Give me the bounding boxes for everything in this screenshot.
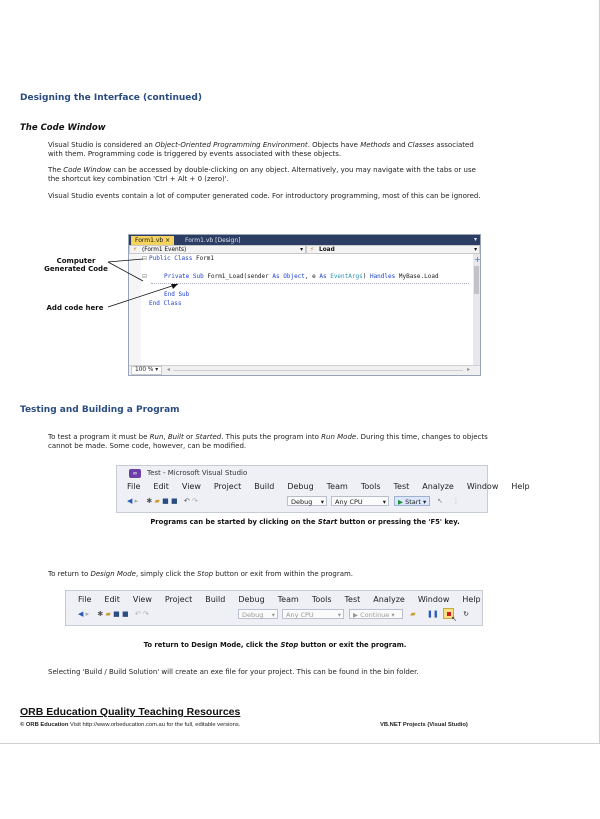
menu-team[interactable]: Team: [326, 482, 348, 491]
close-icon[interactable]: ×: [165, 237, 171, 244]
chevron-down-icon: ▾: [337, 611, 341, 619]
menu-project[interactable]: Project: [213, 482, 242, 491]
toolbar-overflow-icon[interactable]: ⋮: [452, 497, 460, 505]
open-folder-icon[interactable]: ▰: [105, 610, 111, 618]
restart-icon[interactable]: ↻: [463, 610, 469, 618]
paragraph-oop: Visual Studio is considered an Object-Oriented Programming Environment. Objects have Methods and Classes associated with them. Programming code is triggered by events associated with these objects.: [48, 141, 474, 158]
paragraph-design-mode: To return to Design Mode, simply click the Stop button or exit from within the program.: [48, 570, 354, 578]
arrow-line-generated: [108, 259, 143, 262]
menu-project[interactable]: Project: [164, 595, 193, 604]
menu-team[interactable]: Team: [277, 595, 299, 604]
menu-debug[interactable]: Debug: [238, 595, 265, 604]
chevron-down-icon: ▾: [300, 247, 303, 253]
subheading-code-window: The Code Window: [20, 123, 106, 133]
callout-arrows: [0, 0, 600, 400]
footer-copyright: © ORB Education Visit http://www.orbeducation.com.au for the full, editable versions.: [20, 722, 241, 728]
new-project-icon[interactable]: ✱: [146, 497, 153, 505]
platform-select[interactable]: Any CPU ▾: [331, 496, 389, 506]
collapse-icon[interactable]: ⊟: [142, 273, 148, 280]
ide-toolbar: [127, 497, 198, 505]
chevron-down-icon: ▾: [320, 498, 324, 506]
menu-edit[interactable]: Edit: [153, 482, 169, 491]
play-icon: ▶: [398, 498, 403, 506]
arrow-line-generated: [108, 262, 143, 281]
menu-edit[interactable]: Edit: [104, 595, 120, 604]
paragraph-run-mode: To test a program it must be Run, Built or Started. This puts the program into Run Mode. During this time, changes to objects cannot be made. Some code, however, can be modified.: [48, 433, 488, 450]
arrow-head-add: [171, 284, 178, 289]
scroll-right-icon[interactable]: ▸: [467, 367, 470, 373]
platform-select: Any CPU ▾: [282, 609, 344, 619]
open-folder-icon[interactable]: ▰: [154, 497, 160, 505]
ide-menubar: [78, 595, 483, 604]
footer-series: VB.NET Projects (Visual Studio): [380, 722, 468, 728]
redo-icon[interactable]: ↷: [142, 610, 149, 618]
caption-stop: To return to Design Mode, click the Stop button or exit the program.: [143, 641, 407, 649]
callout-add-code: Add code here: [46, 304, 104, 312]
chevron-down-icon: ▾: [271, 611, 275, 619]
paragraph-build-solution: Selecting 'Build / Build Solution' will create an exe file for your project. This can be found in the bin folder.: [48, 668, 419, 676]
play-icon: ▶: [353, 611, 358, 619]
menu-window[interactable]: Window: [466, 482, 499, 491]
menu-window[interactable]: Window: [417, 595, 450, 604]
tab-form1-vb[interactable]: Form1.vb ×: [131, 236, 174, 245]
arrow-line-add: [108, 284, 178, 307]
scroll-left-icon[interactable]: ◂: [167, 367, 170, 373]
menu-analyze[interactable]: Analyze: [422, 482, 454, 491]
ide-toolbar-screenshot-stop: [65, 590, 483, 626]
menu-build[interactable]: Build: [254, 482, 275, 491]
event-bolt-icon: ⚡: [133, 247, 138, 253]
find-icon[interactable]: ▰: [410, 610, 416, 618]
forward-icon[interactable]: ▸: [85, 610, 90, 618]
undo-icon[interactable]: ↶: [134, 610, 141, 618]
event-dropdown[interactable]: ⚡ Load ▾: [306, 245, 480, 254]
ide-window-title: Test - Microsoft Visual Studio: [147, 469, 248, 477]
object-dropdown[interactable]: ⚡ (Form1 Events) ▾: [129, 245, 306, 254]
menu-tools[interactable]: Tools: [311, 595, 332, 604]
save-all-icon[interactable]: ■: [170, 497, 178, 505]
ide-menubar: [127, 482, 543, 491]
menu-help[interactable]: Help: [511, 482, 530, 491]
paragraph-code-window-access: The Code Window can be accessed by double-clicking on any object. Alternatively, you may navigate with the tabs or use the shortcut key combination 'Ctrl + Alt + 0 (zero)'.: [48, 166, 476, 183]
code-line-sub[interactable]: Private Sub Form1_Load(sender As Object, e As EventArgs) Handles MyBase.Load: [164, 273, 439, 280]
config-select[interactable]: Debug ▾: [287, 496, 327, 506]
event-bolt-icon: ⚡: [310, 247, 315, 253]
footer-title: ORB Education Quality Teaching Resources: [20, 706, 241, 718]
menu-test[interactable]: Test: [393, 482, 410, 491]
tab-form1-design[interactable]: Form1.vb [Design]: [185, 237, 241, 244]
continue-button: ▶ Continue ▾: [349, 609, 403, 619]
cursor-icon: ↖: [437, 497, 443, 505]
save-all-icon[interactable]: ■: [121, 610, 129, 618]
code-line-class[interactable]: Public Class Form1: [149, 255, 215, 262]
menu-file[interactable]: File: [78, 595, 92, 604]
tab-overflow-icon[interactable]: ▾: [473, 236, 477, 243]
zoom-select[interactable]: 100 % ▾: [131, 366, 162, 375]
paragraph-generated-code: Visual Studio events contain a lot of computer generated code. For introductory programming, most of this can be ignored.: [48, 192, 481, 200]
save-icon[interactable]: ■: [113, 610, 120, 618]
code-line-end-sub[interactable]: End Sub: [164, 291, 190, 298]
back-icon[interactable]: ◀: [127, 497, 133, 505]
menu-test[interactable]: Test: [344, 595, 361, 604]
menu-view[interactable]: View: [132, 595, 152, 604]
code-line-end-class[interactable]: End Class: [149, 300, 182, 307]
menu-tools[interactable]: Tools: [360, 482, 381, 491]
section-heading-designing: Designing the Interface (continued): [20, 93, 202, 103]
cursor-icon: ↖: [451, 615, 457, 623]
chevron-down-icon: ▾: [474, 247, 477, 253]
new-project-icon[interactable]: ✱: [97, 610, 104, 618]
config-select: Debug ▾: [238, 609, 278, 619]
back-icon[interactable]: ◀: [78, 610, 84, 618]
ide-toolbar: [78, 610, 149, 618]
menu-debug[interactable]: Debug: [287, 482, 314, 491]
menu-file[interactable]: File: [127, 482, 141, 491]
menu-view[interactable]: View: [181, 482, 201, 491]
menu-analyze[interactable]: Analyze: [373, 595, 405, 604]
save-icon[interactable]: ■: [162, 497, 169, 505]
start-button[interactable]: ▶ Start ▾: [394, 496, 430, 506]
caption-start: Programs can be started by clicking on the Start button or pressing the 'F5' key.: [150, 518, 460, 526]
menu-help[interactable]: Help: [462, 595, 481, 604]
pause-icon[interactable]: ❚❚: [427, 610, 439, 618]
collapse-icon[interactable]: ⊟: [142, 255, 148, 262]
undo-icon[interactable]: ↶: [183, 497, 190, 505]
visual-studio-icon: ∞: [129, 469, 141, 478]
chevron-down-icon: ▾: [382, 498, 386, 506]
redo-icon[interactable]: ↷: [191, 497, 198, 505]
plus-icon[interactable]: +: [474, 255, 481, 264]
ide-toolbar-screenshot-start: [116, 465, 530, 513]
menu-build[interactable]: Build: [205, 595, 226, 604]
callout-generated-code: Computer Generated Code: [44, 257, 108, 273]
section-heading-testing: Testing and Building a Program: [20, 405, 180, 415]
forward-icon[interactable]: ▸: [134, 497, 139, 505]
